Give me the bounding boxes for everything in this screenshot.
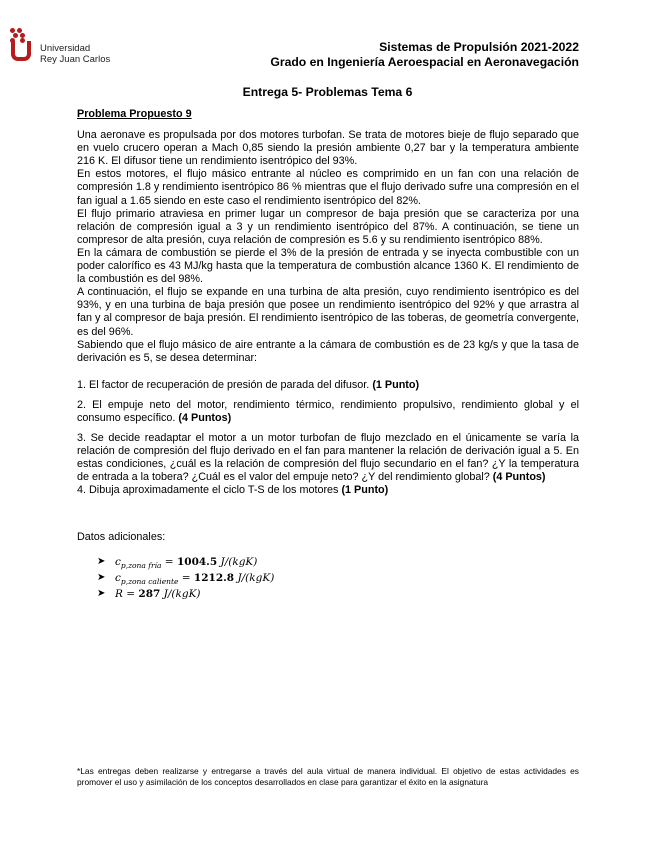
degree-title: Grado en Ingeniería Aeroespacial en Aeronavegación xyxy=(270,54,579,69)
question-points: (1 Punto) xyxy=(341,484,389,497)
question-points: (1 Punto) xyxy=(372,378,420,391)
datos-list xyxy=(77,554,579,602)
datos-item: ➤ R = 287 J/(kgK) xyxy=(97,587,201,600)
question-text: 2. El empuje neto del motor, rendimiento térmico, rendimiento propulsivo, rendimiento global y el consumo específico. xyxy=(77,398,579,424)
paragraph: El flujo primario atraviesa en primer lugar un compresor de baja presión que se caracteriza por una relación de compresión igual a 3 y un rendimiento isentrópico del 87%. A continuación, se tiene un compresor de alta presión, cuya relación de compresión es 5.6 y su rendimiento isentrópico 88%. xyxy=(77,207,579,246)
logo-line-1: Universidad xyxy=(40,43,91,54)
paragraph: En estos motores, el flujo másico entrante al núcleo es comprimido en un fan con una relación de compresión 1.8 y rendimiento isentrópico 86 % mientras que el flujo derivado sufre una compresión en el fan igual a 1.65 siendo en este caso el rendimiento isentrópico del 82%. xyxy=(77,168,579,207)
question-points: (4 Puntos) xyxy=(178,411,232,424)
arrow-bullet-icon: ➤ xyxy=(97,571,106,583)
datos-item: ➤ $c_{p,zona fría} = 1004.5$ J/(kgK) xyxy=(97,555,258,570)
question-text: 4. Dibuja aproximadamente el ciclo T-S de los motores xyxy=(77,484,342,497)
assignment-title: Entrega 5- Problemas Tema 6 xyxy=(242,85,413,99)
urjc-logo-icon xyxy=(10,28,32,64)
question-text: 3. Se decide readaptar el motor a un motor turbofan de flujo mezclado en el únicamente se varía la relación de compresión del flujo derivado en el fan para mantener la relación de derivación igual a 5. En estas condiciones, ¿cuál es la relación de compresión del flujo secundario en el fan? ¿Y la temperatura de entrada a la tobera? ¿Cuál es el valor del empuje neto? ¿Y del rendimiento global? xyxy=(77,432,579,484)
problem-title: Problema Propuesto 9 xyxy=(77,108,192,120)
arrow-bullet-icon: ➤ xyxy=(97,555,106,567)
footnote: *Las entregas deben realizarse y entregarse a través del aula virtual de manera individual. El objetivo de estas actividades es promover el uso y asimilación de los conceptos desarrollados en clase para garantizar el éxito en la asignatura xyxy=(77,766,579,787)
paragraph: Sabiendo que el flujo másico de aire entrante a la cámara de combustión es de 23 kg/s y que la tasa de derivación es 5, se desea determinar: xyxy=(77,338,579,364)
question-2 xyxy=(77,399,579,425)
paragraph: Una aeronave es propulsada por dos motores turbofan. Se trata de motores bieje de flujo separado que en vuelo crucero operan a Mach 0,85 siendo la presión ambiente 0,27 bar y la temperatura ambiente 216 K. El difusor tiene un rendimiento isentrópico del 93%. xyxy=(77,129,579,168)
arrow-bullet-icon: ➤ xyxy=(97,587,106,599)
question-points: (4 Puntos) xyxy=(492,471,546,484)
question-1 xyxy=(77,379,579,392)
problem-body xyxy=(77,108,579,602)
datos-item: ➤ $c_{p,zona caliente} = 1212.8$ J/(kgK) xyxy=(97,571,275,586)
document-header xyxy=(270,40,579,69)
question-4 xyxy=(77,484,579,497)
logo-line-2: Rey Juan Carlos xyxy=(40,54,111,65)
question-text: 1. El factor de recuperación de presión de parada del difusor. xyxy=(77,378,373,391)
course-title: Sistemas de Propulsión 2021-2022 xyxy=(379,40,579,54)
university-logo xyxy=(10,28,130,68)
question-3 xyxy=(77,432,579,484)
datos-label: Datos adicionales: xyxy=(77,530,166,543)
paragraph: En la cámara de combustión se pierde el 3% de la presión de entrada y se inyecta combustible con un poder calorífico es 43 MJ/kg hasta que la temperatura de combustión alcance 1360 K. El rendimiento de la combustión es del 98%. xyxy=(77,246,579,286)
paragraph: A continuación, el flujo se expande en una turbina de alta presión, cuyo rendimiento isentrópico es del 93%, y en una turbina de baja presión que posee un rendimiento isentrópico del 92% y que arrastra al fan y al compresor de baja presión. El rendimiento isentrópico de las toberas, de geometría convergente, es del 96%. xyxy=(77,286,579,338)
